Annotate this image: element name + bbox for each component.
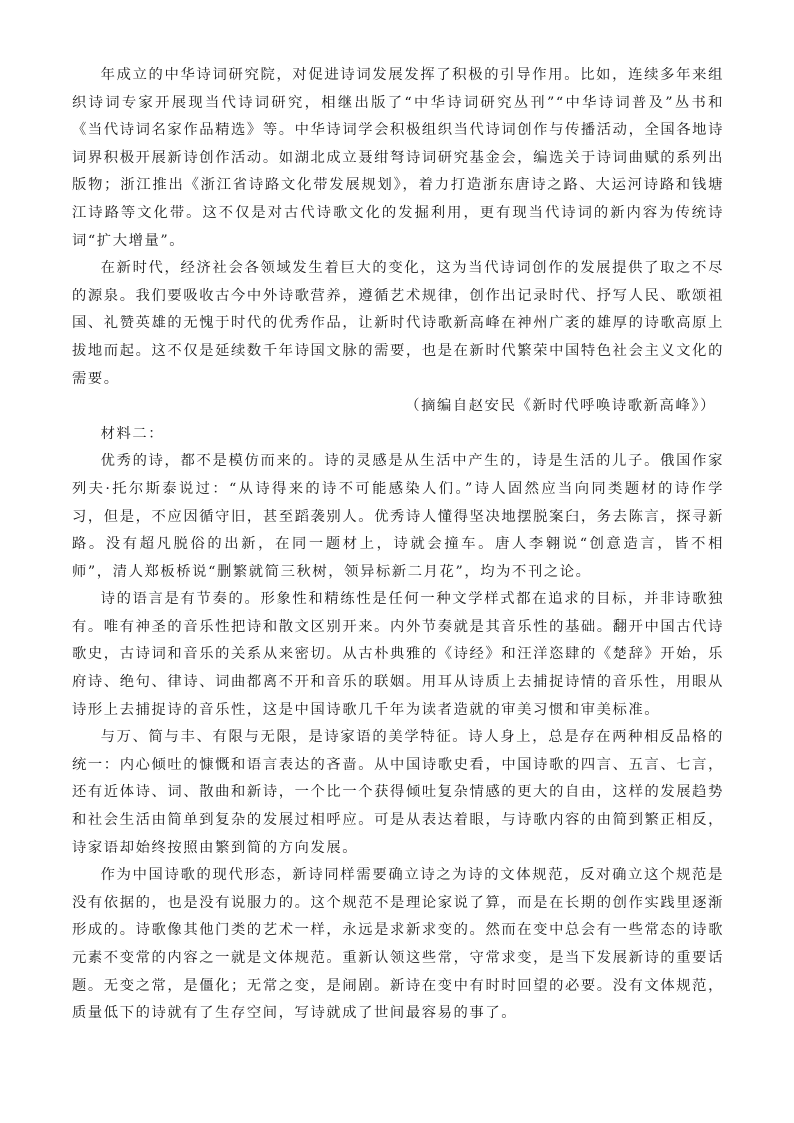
paragraph-1: 年成立的中华诗词研究院，对促进诗词发展发挥了积极的引导作用。比如，连续多年来组织诗词专家开展现当代诗词研究，相继出版了“中华诗词研究丛刊”“中华诗词普及”丛书和《当代诗词名家作品精选》等。中华诗词学会积极组织当代诗词创作与传播活动，全国各地诗词界积极开展新诗创作活动。如湖北成立聂绀弩诗词研究基金会，编选关于诗词曲赋的系列出版物；浙江推出《浙江省诗路文化带发展规划》，着力打造浙东唐诗之路、大运河诗路和钱塘江诗路等文化带。这不仅是对古代诗歌文化的发掘利用，更有现当代诗词的新内容为传统诗词“扩大增量”。 (72, 67, 724, 249)
paragraph-2: 在新时代，经济社会各领域发生着巨大的变化，这为当代诗词创作的发展提供了取之不尽的源泉。我们要吸收古今中外诗歌营养，遵循艺术规律，创作出记录时代、抒写人民、歌颂祖国、礼赞英雄的无愧于时代的优秀作品，让新时代诗歌新高峰在神州广袤的雄厚的诗歌高原上拔地而起。这不仅是延续数千年诗国文脉的需要，也是在新时代繁荣中国特色社会主义文化的需要。 (72, 260, 724, 387)
paragraph-6: 作为中国诗歌的现代形态，新诗同样需要确立诗之为诗的文体规范，反对确立这个规范是没有依据的，也是没有说服力的。这个规范不是理论家说了算，而是在长期的创作实践里逐渐形成的。诗歌像其他门类的艺术一样，永远是求新求变的。然而在变中总会有一些常态的诗歌元素不变常的内容之一就是文体规范。重新认领这些常，守常求变，是当下发展新诗的重要话题。无变之常，是僵化；无常之变，是闹剧。新诗在变中有时时回望的必要。没有文体规范，质量低下的诗就有了生存空间，写诗就成了世间最容易的事了。 (72, 867, 724, 1022)
source-citation: （摘编自赵安民《新时代呼唤诗歌新高峰》） (405, 398, 716, 415)
section-label: 材料二： (100, 425, 165, 442)
paragraph-4: 诗的语言是有节奏的。形象性和精练性是任何一种文学样式都在追求的目标，并非诗歌独有。唯有神圣的音乐性把诗和散文区别开来。内外节奏就是其音乐性的基础。翻开中国古代诗歌史，古诗词和音乐的关系从来密切。从古朴典雅的《诗经》和汪洋恣肆的《楚辞》开始，乐府诗、绝句、律诗、词曲都离不开和音乐的联姻。用耳从诗质上去捕捉诗情的音乐性，用眼从诗形上去捕捉诗的音乐性，这是中国诗歌几千年为读者造就的审美习惯和审美标准。 (72, 591, 724, 718)
document-body (72, 62, 724, 1028)
paragraph-3: 优秀的诗，都不是模仿而来的。诗的灵感是从生活中产生的，诗是生活的儿子。俄国作家列夫·托尔斯泰说过：“从诗得来的诗不可能感染人们。”诗人固然应当向同类题材的诗作学习，但是，不应因循守旧，甚至蹈袭别人。优秀诗人懂得坚决地摆脱案臼，务去陈言，探寻新路。没有超凡脱俗的出新，在同一题材上，诗就会撞车。唐人李翱说“创意造言，皆不相师”，清人郑板桥说“删繁就简三秋树，领异标新二月花”，均为不刊之论。 (72, 453, 724, 580)
paragraph-5: 与万、简与丰、有限与无限，是诗家语的美学特征。诗人身上，总是存在两种相反品格的统一：内心倾吐的慷慨和语言表达的吝啬。从中国诗歌史看，中国诗歌的四言、五言、七言，还有近体诗、词、散曲和新诗，一个比一个获得倾吐复杂情感的更大的自由，这样的发展趋势和社会生活由简单到复杂的发展过相呼应。可是从表达着眼，与诗歌内容的由简到繁正相反，诗家语却始终按照由繁到简的方向发展。 (72, 729, 724, 856)
